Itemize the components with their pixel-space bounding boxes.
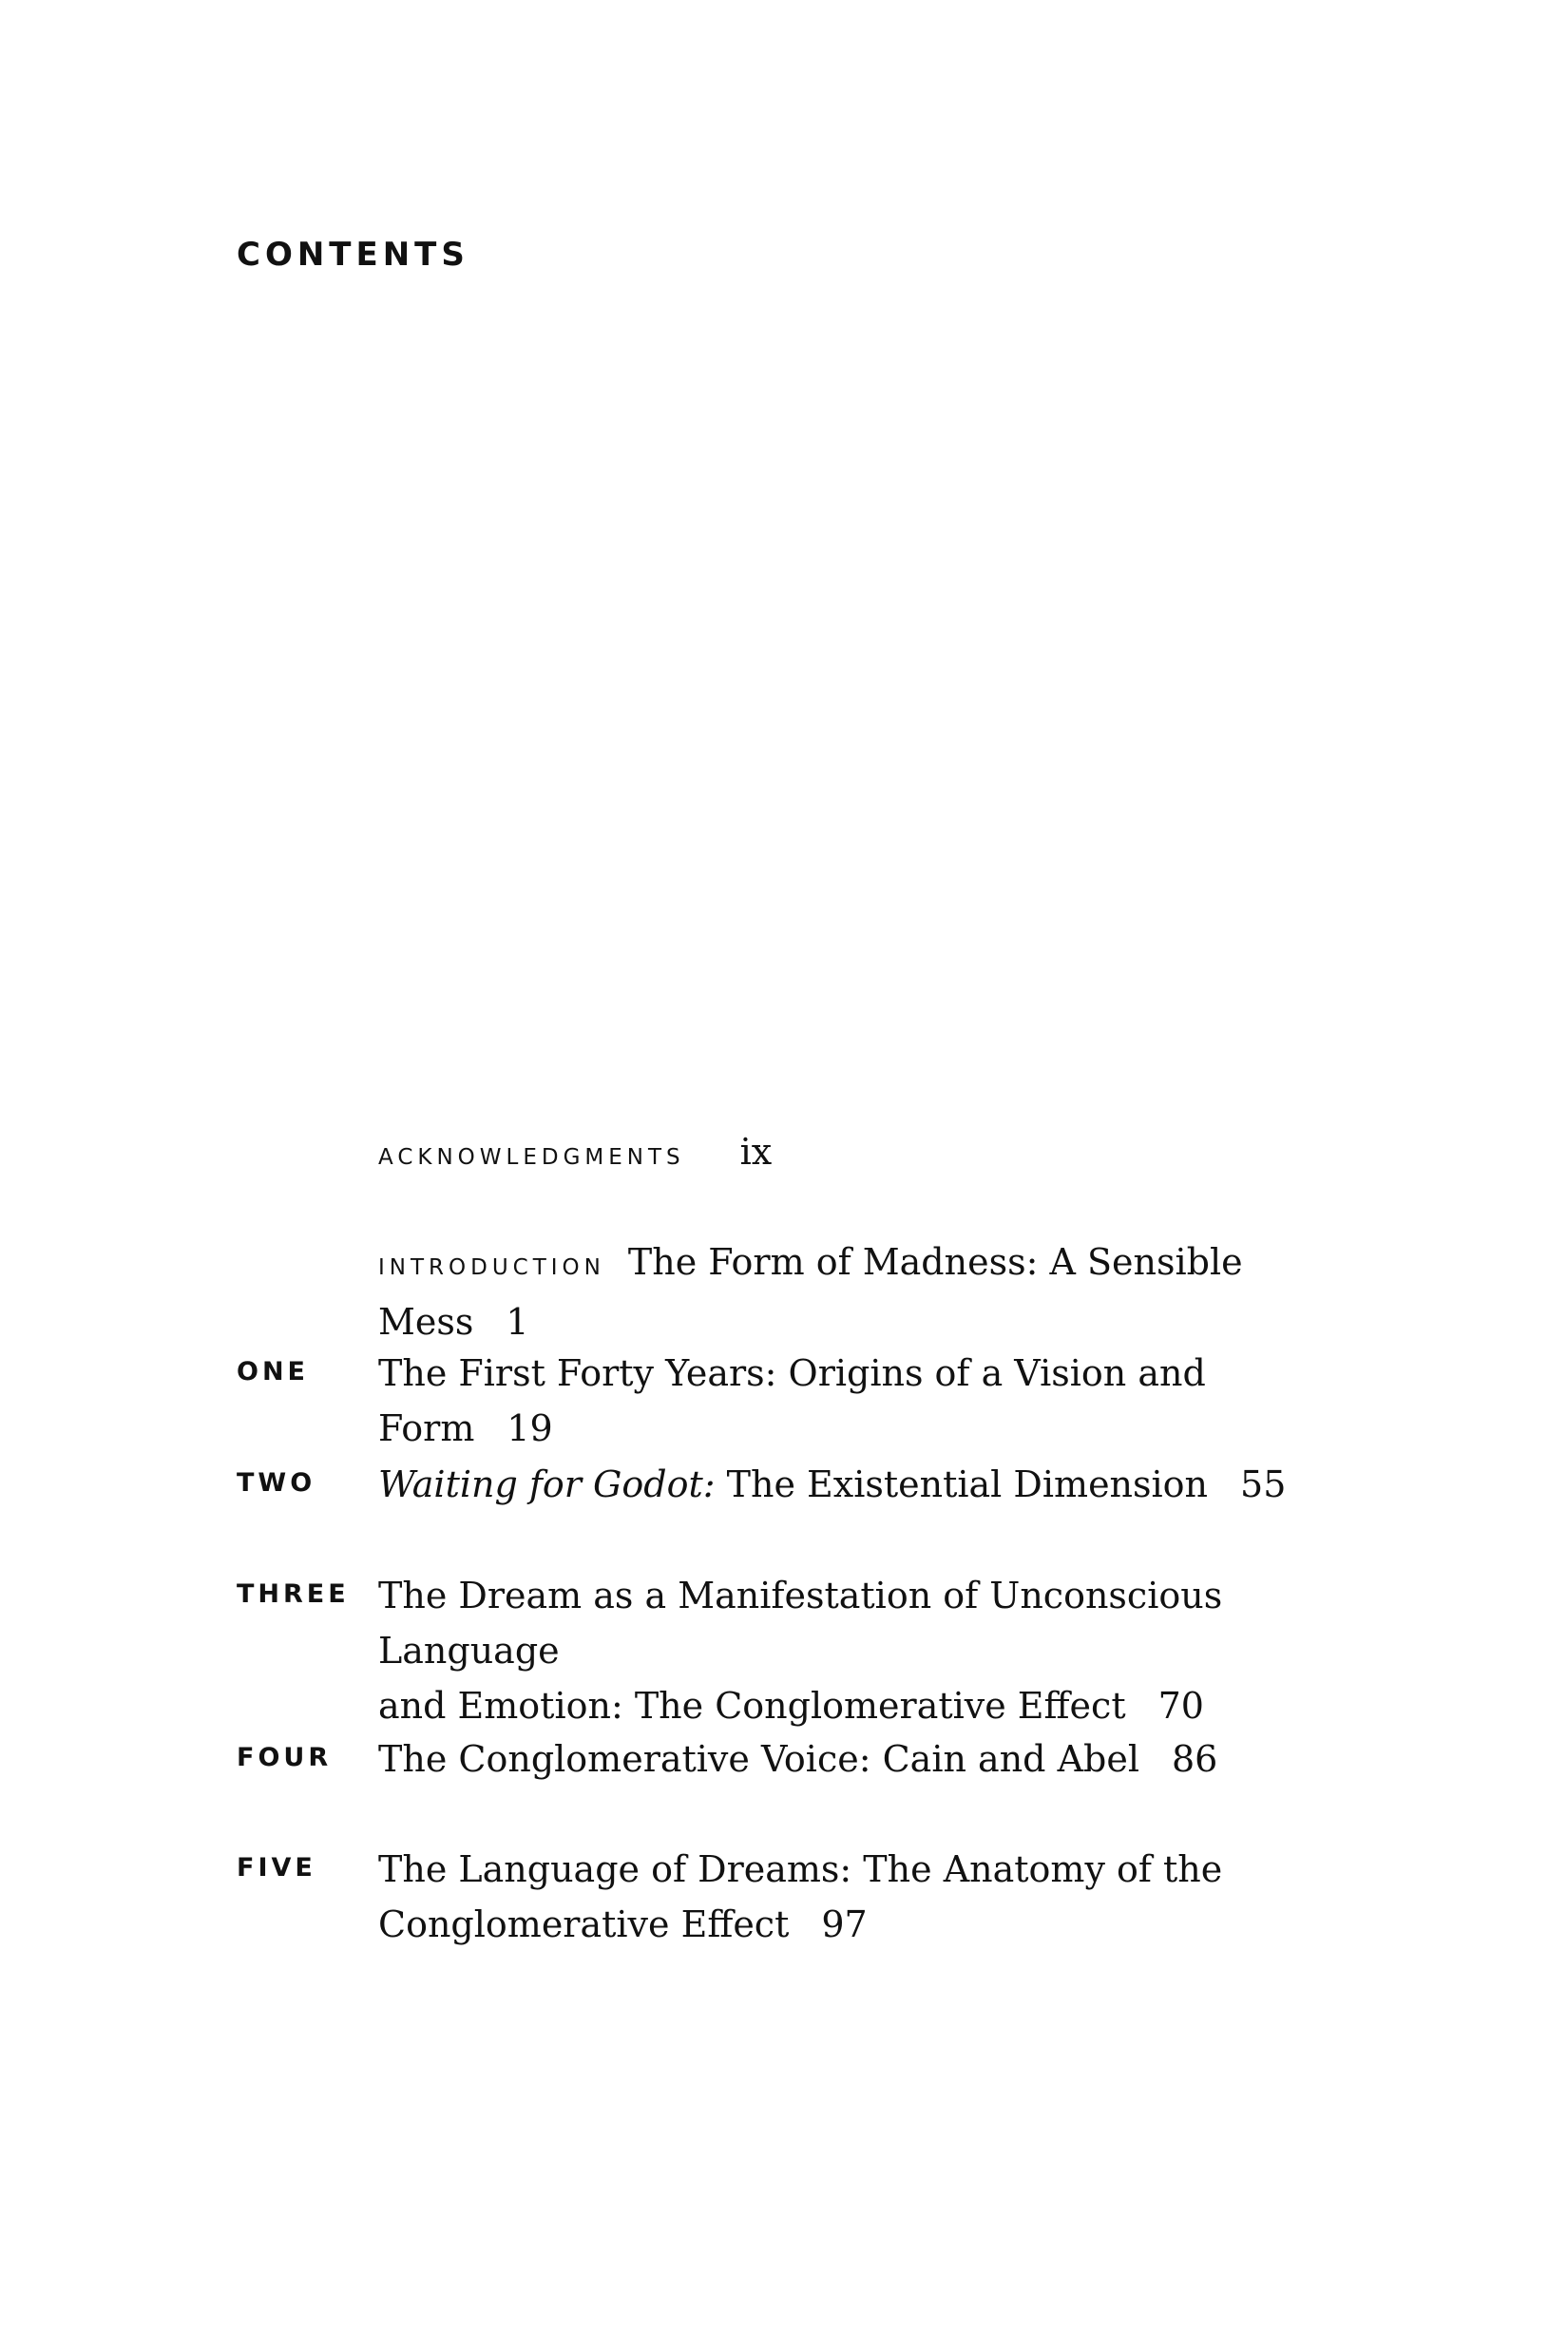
chapter-number: ONE [237, 1357, 309, 1386]
toc-title-line: Conglomerative Effect [378, 1903, 790, 1945]
chapter-number: FOUR [237, 1743, 333, 1772]
page-title: CONTENTS [237, 236, 469, 274]
toc-entry-text [378, 1731, 1329, 1787]
toc-entry-text [378, 1346, 1329, 1456]
toc-title: The Conglomerative Voice: Cain and Abel [378, 1738, 1139, 1780]
toc-label-acknowledgments: ACKNOWLEDGMENTS [378, 1145, 685, 1170]
toc-title: The First Forty Years: Origins of a Vision and Form [378, 1352, 1206, 1449]
toc-label-introduction: INTRODUCTION [378, 1255, 605, 1280]
toc-title-italic: Waiting for Godot: [378, 1463, 716, 1505]
chapter-number: TWO [237, 1468, 316, 1498]
toc-title: The Form of Madness: A Sensible Mess [378, 1241, 1243, 1343]
chapter-number: THREE [237, 1579, 350, 1609]
toc-entry-text [378, 1457, 1329, 1512]
toc-page-number: 55 [1240, 1463, 1287, 1505]
toc-title: The Existential Dimension [726, 1463, 1209, 1505]
toc-title-line: The Dream as a Manifestation of Unconscious Language [378, 1575, 1223, 1672]
toc-page-number: 19 [507, 1407, 553, 1449]
toc-page-number: 70 [1157, 1685, 1204, 1727]
toc-title-line: and Emotion: The Conglomerative Effect [378, 1685, 1126, 1727]
toc-entry-text [378, 1842, 1329, 1952]
toc-page-number: 97 [821, 1903, 868, 1945]
toc-page-number: 86 [1172, 1738, 1218, 1780]
toc-page-number: 1 [506, 1301, 529, 1343]
toc-entry-text [378, 1234, 1329, 1349]
toc-page-number: ix [739, 1131, 773, 1173]
chapter-number: FIVE [237, 1853, 316, 1883]
toc-entry-text [378, 1568, 1329, 1733]
toc-title-line: The Language of Dreams: The Anatomy of the [378, 1848, 1223, 1890]
toc-entry-text [378, 1124, 1329, 1184]
